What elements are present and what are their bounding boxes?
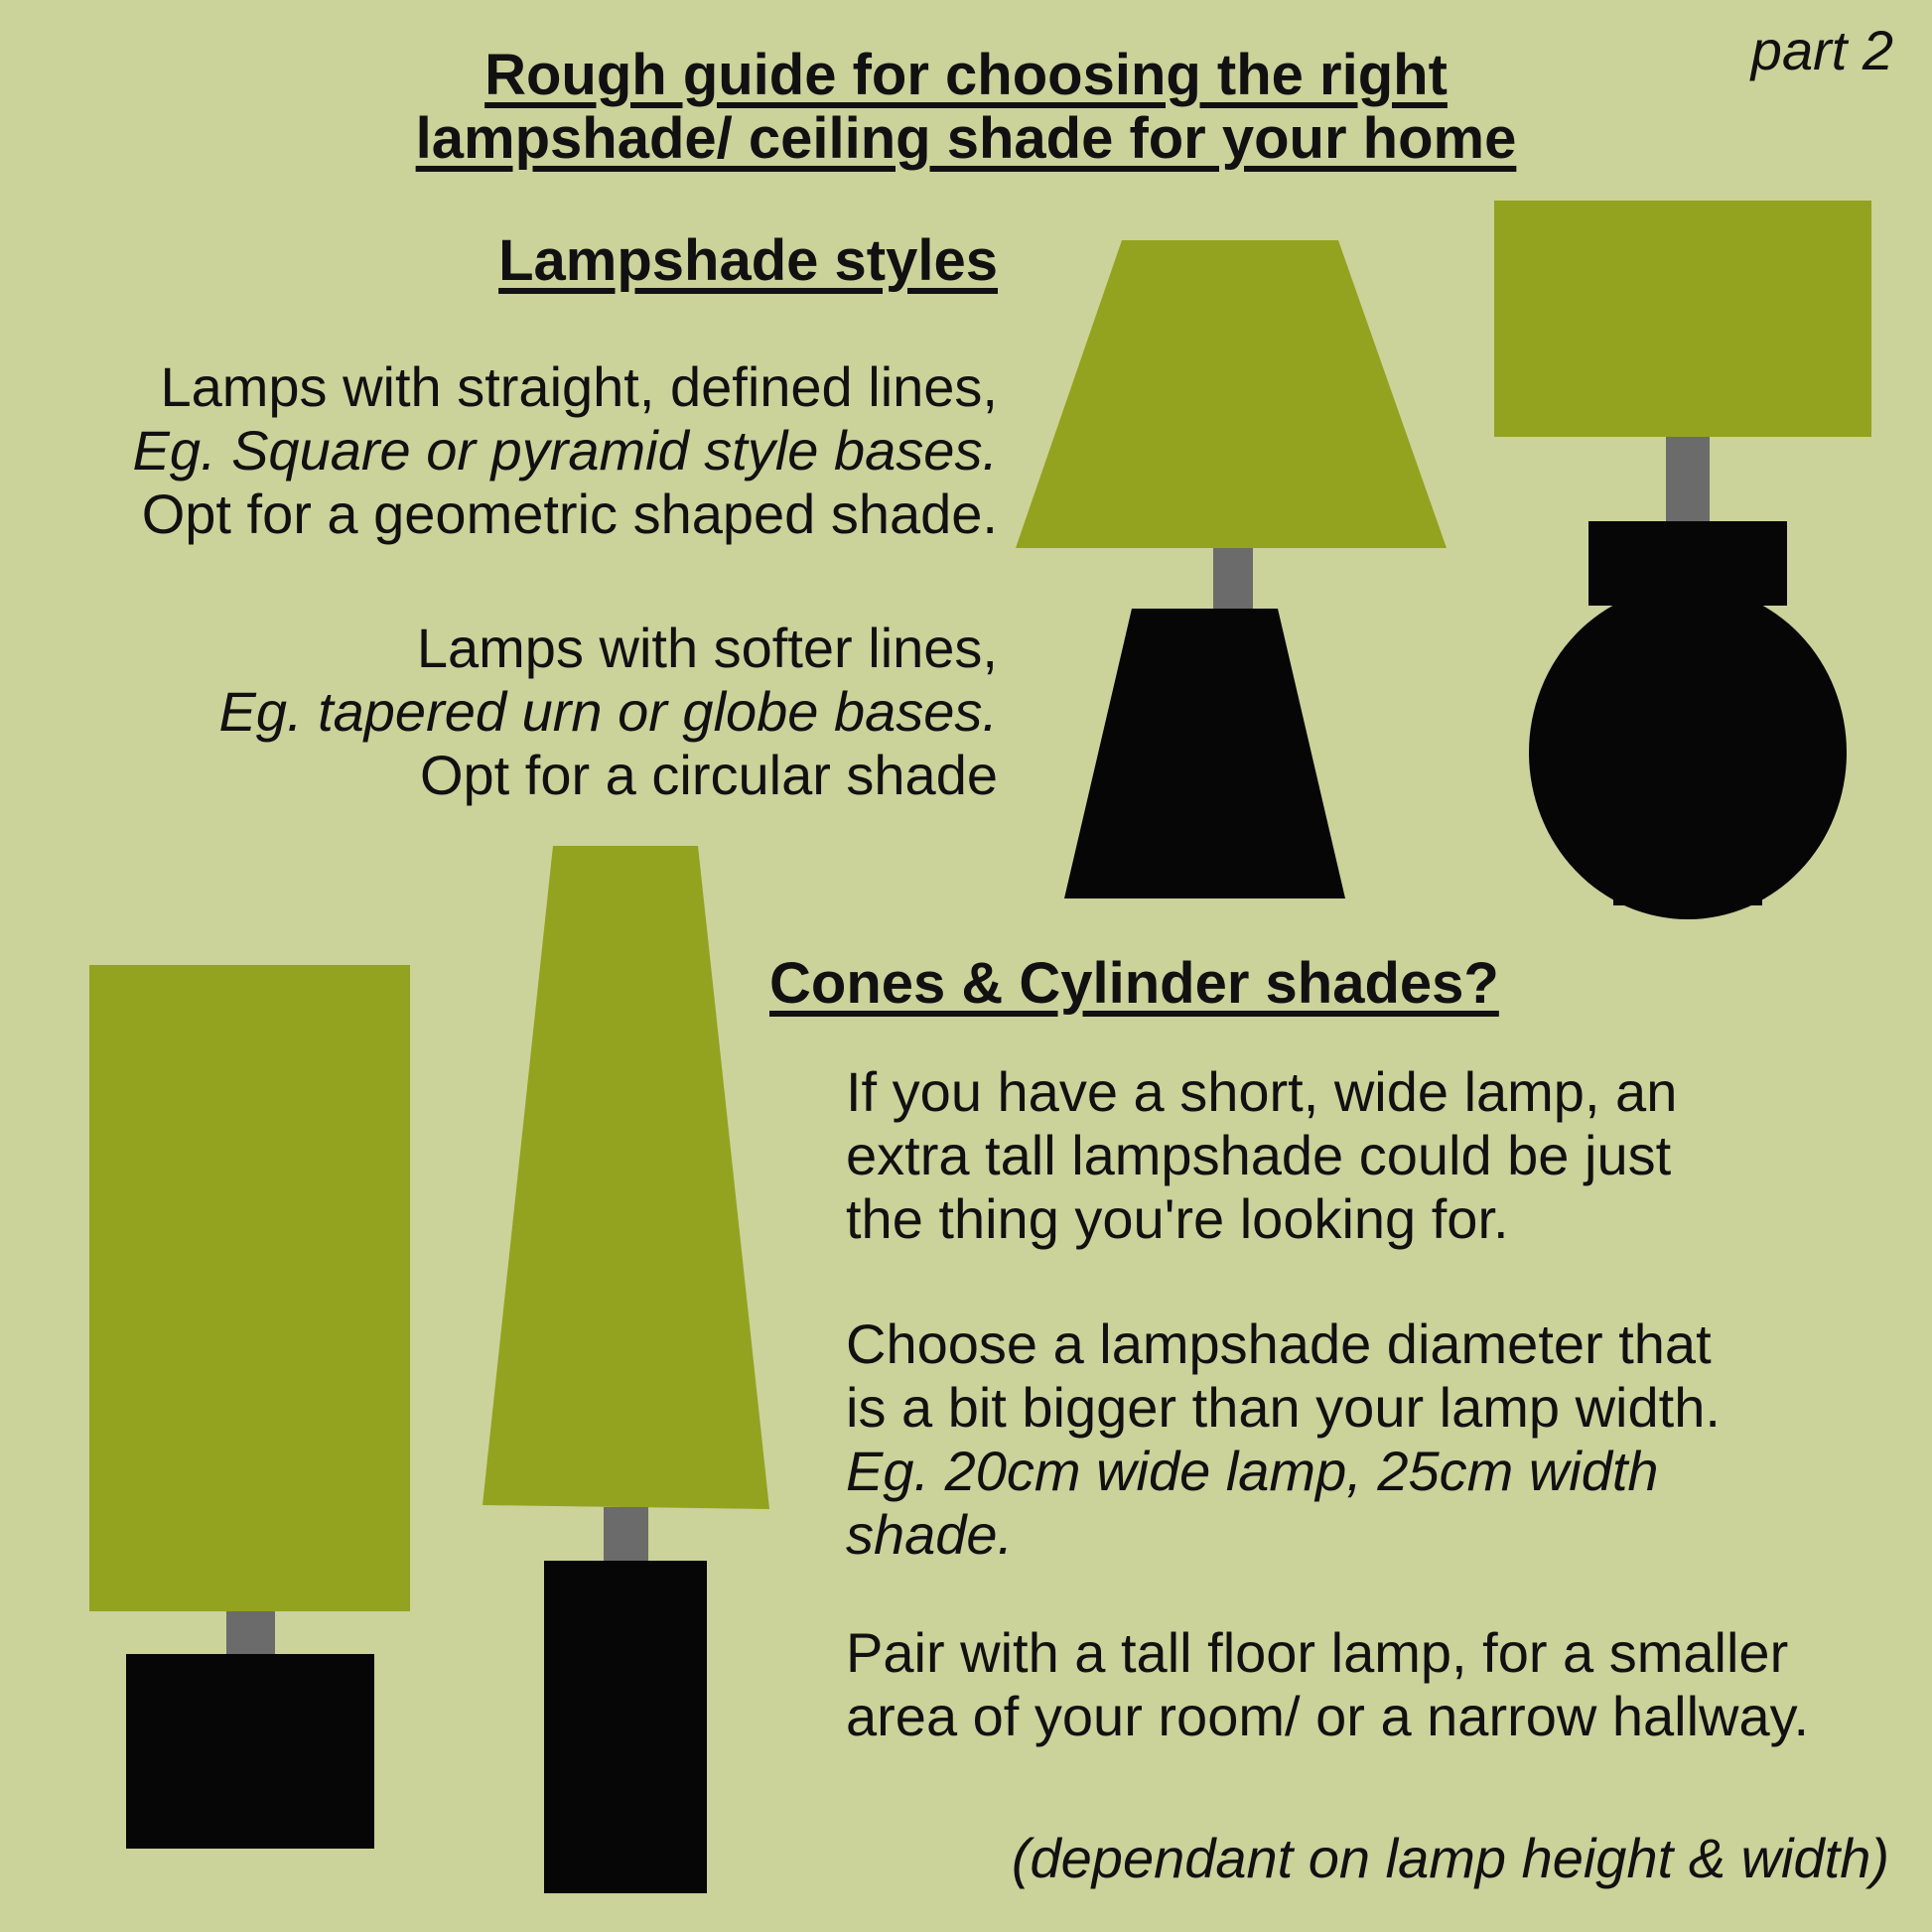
lamp-stem	[226, 1611, 275, 1655]
diameter-paragraph	[846, 1312, 1721, 1567]
box-base	[126, 1654, 374, 1849]
paragraph-line: Eg. tapered urn or globe bases.	[218, 680, 998, 743]
rectangle-shade	[1494, 201, 1871, 437]
paragraph-line: extra tall lampshade could be just	[846, 1124, 1672, 1186]
paragraph-line: is a bit bigger than your lamp width.	[846, 1376, 1721, 1439]
softer-lines-paragraph	[218, 617, 998, 807]
short-wide-lamp-paragraph	[846, 1060, 1677, 1251]
globe-foot	[1613, 872, 1762, 905]
rectangle-shade	[89, 965, 410, 1611]
paragraph-line: the thing you're looking for.	[846, 1187, 1509, 1250]
footnote: (dependant on lamp height & width)	[1011, 1827, 1889, 1889]
paragraph-line: Lamps with straight, defined lines,	[160, 355, 998, 418]
tapered-base	[1064, 609, 1345, 898]
cones-cylinder-heading: Cones & Cylinder shades?	[769, 951, 1499, 1016]
paragraph-line: If you have a short, wide lamp, an	[846, 1060, 1678, 1123]
paragraph-line: shade.	[846, 1503, 1014, 1566]
trapezoid-shade-lamp-icon	[1016, 240, 1447, 898]
paragraph-line: Opt for a geometric shaped shade.	[141, 483, 998, 545]
rectangle-shade-lamp-icon	[89, 965, 410, 1849]
page-title-line2: lampshade/ ceiling shade for your home	[415, 106, 1517, 171]
lamp-stem	[604, 1507, 648, 1561]
paragraph-line: Pair with a tall floor lamp, for a smaller	[846, 1621, 1789, 1684]
lampshade-styles-heading: Lampshade styles	[498, 228, 998, 293]
paragraph-line: area of your room/ or a narrow hallway.	[846, 1685, 1810, 1747]
cone-shade-lamp-icon	[483, 846, 769, 1893]
cone-shade	[483, 846, 769, 1509]
globe-base-lamp-icon	[1494, 201, 1871, 919]
trapezoid-shade	[1016, 240, 1447, 548]
page-title	[0, 44, 1932, 171]
lamp-stem	[1213, 548, 1253, 610]
paragraph-line: Lamps with softer lines,	[416, 617, 998, 679]
lamp-stem	[1666, 437, 1710, 522]
floor-lamp-paragraph	[846, 1621, 1809, 1748]
paragraph-line: Choose a lampshade diameter that	[846, 1312, 1712, 1375]
paragraph-line: Opt for a circular shade	[419, 744, 998, 806]
page-title-line1: Rough guide for choosing the right	[484, 43, 1448, 107]
straight-lines-paragraph	[132, 355, 998, 546]
paragraph-line: Eg. 20cm wide lamp, 25cm width	[846, 1440, 1659, 1502]
paragraph-line: Eg. Square or pyramid style bases.	[132, 419, 998, 482]
globe-base	[1529, 586, 1847, 919]
cylinder-base	[544, 1561, 707, 1893]
part-badge: part 2	[1750, 19, 1893, 81]
